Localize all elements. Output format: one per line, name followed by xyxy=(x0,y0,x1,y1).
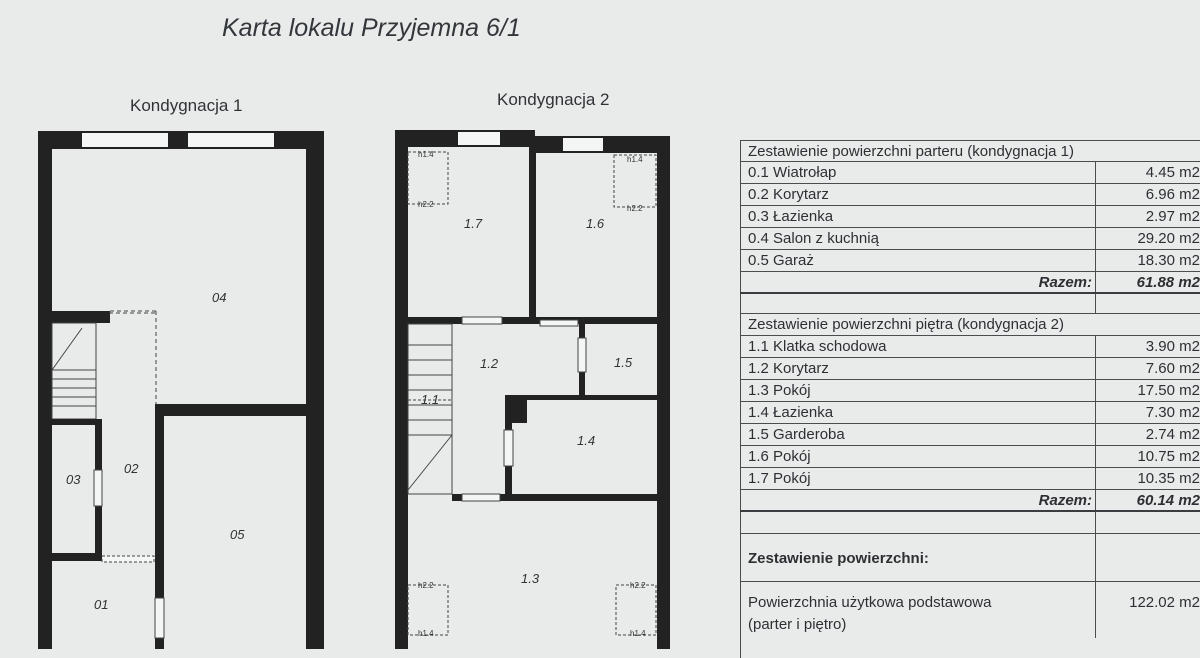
room-1-7: 1.7 xyxy=(464,216,483,231)
height-mark-h14-b: h1.4 xyxy=(627,155,643,164)
floor2-plan xyxy=(395,130,670,649)
summary-row xyxy=(740,582,1200,638)
room-1-1: 1.1 xyxy=(421,392,440,407)
room-03: 03 xyxy=(66,472,81,487)
parter-total-row xyxy=(740,272,1200,294)
height-mark-h22-d: h2.2 xyxy=(630,581,646,590)
table-row xyxy=(740,162,1200,184)
table-row xyxy=(740,424,1200,446)
row-name: 0.5 Garaż xyxy=(748,252,814,269)
room-02: 02 xyxy=(124,461,139,476)
height-mark-h14-d: h1.4 xyxy=(630,629,646,638)
row-value: 17.50 m2 xyxy=(1137,382,1200,399)
table-row xyxy=(740,250,1200,272)
row-name: 1.4 Łazienka xyxy=(748,404,834,421)
row-name: 0.4 Salon z kuchnią xyxy=(748,230,879,247)
height-mark-h22-c: h2.2 xyxy=(418,581,434,590)
row-value: 29.20 m2 xyxy=(1137,230,1200,247)
pietro-header: Zestawienie powierzchni piętra (kondygnacja 2) xyxy=(748,316,1064,333)
room-1-3: 1.3 xyxy=(521,571,540,586)
table-row xyxy=(740,336,1200,358)
area-table xyxy=(740,140,1200,638)
summary-line1: Powierzchnia użytkowa podstawowa xyxy=(748,594,992,611)
parter-total-value: 61.88 m2 xyxy=(1136,274,1200,291)
summary-header-row xyxy=(740,534,1200,582)
spacer-row xyxy=(740,294,1200,314)
row-name: 0.1 Wiatrołap xyxy=(748,164,837,181)
room-1-4: 1.4 xyxy=(577,433,596,448)
parter-header-row xyxy=(740,140,1200,162)
pietro-header-row xyxy=(740,314,1200,336)
room-05: 05 xyxy=(230,527,245,542)
height-mark-h22-b: h2.2 xyxy=(627,204,643,213)
row-name: 1.1 Klatka schodowa xyxy=(748,338,887,355)
parter-rows xyxy=(740,162,1200,272)
table-row xyxy=(740,358,1200,380)
row-name: 1.2 Korytarz xyxy=(748,360,829,377)
table-row xyxy=(740,184,1200,206)
room-1-5: 1.5 xyxy=(614,355,633,370)
floor1-label: Kondygnacja 1 xyxy=(130,96,243,115)
row-value: 10.75 m2 xyxy=(1137,448,1200,465)
summary-line2: (parter i piętro) xyxy=(748,616,847,633)
summary-header: Zestawienie powierzchni: xyxy=(748,550,929,567)
pietro-rows xyxy=(740,336,1200,490)
table-row xyxy=(740,446,1200,468)
row-value: 6.96 m2 xyxy=(1145,186,1200,203)
row-name: 1.5 Garderoba xyxy=(748,426,845,443)
pietro-total-label: Razem: xyxy=(1038,492,1092,509)
row-value: 3.90 m2 xyxy=(1145,338,1200,355)
room-04: 04 xyxy=(212,290,227,305)
table-row xyxy=(740,380,1200,402)
row-value: 2.97 m2 xyxy=(1145,208,1200,225)
floor2-label: Kondygnacja 2 xyxy=(497,90,610,109)
table-row xyxy=(740,206,1200,228)
room-1-6: 1.6 xyxy=(586,216,605,231)
row-value: 7.30 m2 xyxy=(1145,404,1200,421)
page-title: Karta lokalu Przyjemna 6/1 xyxy=(222,14,521,42)
spacer-row-2 xyxy=(740,512,1200,534)
table-row xyxy=(740,402,1200,424)
row-value: 4.45 m2 xyxy=(1145,164,1200,181)
pietro-total-value: 60.14 m2 xyxy=(1136,492,1200,509)
row-name: 1.3 Pokój xyxy=(748,382,811,399)
room-01: 01 xyxy=(94,597,109,612)
pietro-total-row xyxy=(740,490,1200,512)
row-name: 0.3 Łazienka xyxy=(748,208,834,225)
height-mark-h22-a: h2.2 xyxy=(418,200,434,209)
parter-header: Zestawienie powierzchni parteru (kondygnacja 1) xyxy=(748,143,1075,160)
floor1-plan xyxy=(38,131,324,649)
row-name: 1.6 Pokój xyxy=(748,448,811,465)
summary-value: 122.02 m2 xyxy=(1129,594,1200,611)
table-row xyxy=(740,228,1200,250)
height-mark-h14-a: h1.4 xyxy=(418,150,434,159)
row-value: 7.60 m2 xyxy=(1145,360,1200,377)
parter-total-label: Razem: xyxy=(1038,274,1092,291)
row-name: 1.7 Pokój xyxy=(748,470,811,487)
room-1-2: 1.2 xyxy=(480,356,499,371)
row-value: 2.74 m2 xyxy=(1145,426,1200,443)
row-value: 10.35 m2 xyxy=(1137,470,1200,487)
row-value: 18.30 m2 xyxy=(1137,252,1200,269)
row-name: 0.2 Korytarz xyxy=(748,186,829,203)
height-mark-h14-c: h1.4 xyxy=(418,629,434,638)
table-row xyxy=(740,468,1200,490)
